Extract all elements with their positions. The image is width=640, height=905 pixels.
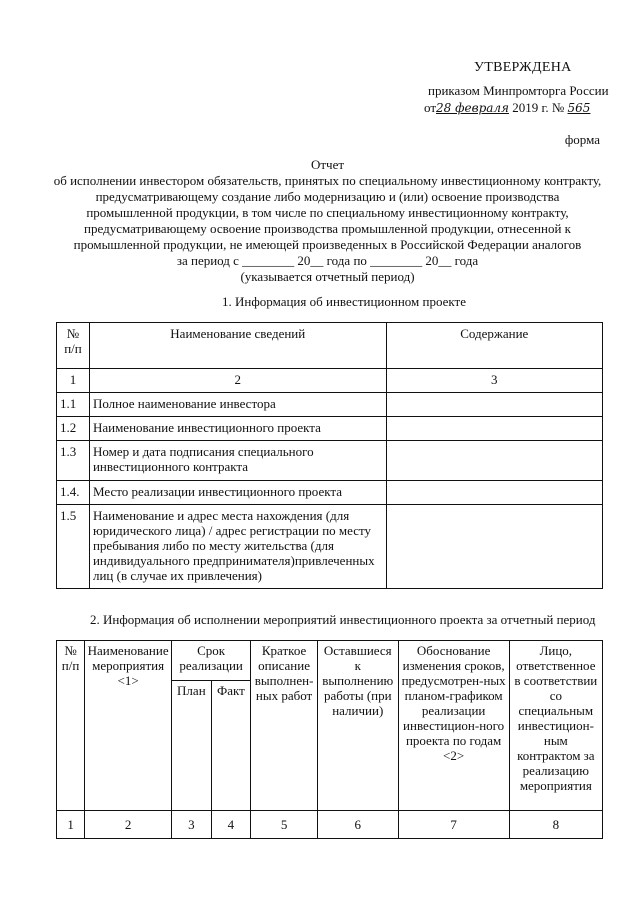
column-number: 7 <box>398 811 509 839</box>
column-number: 5 <box>251 811 318 839</box>
order-number-handwritten: 565 <box>567 101 591 115</box>
row-name: Наименование и адрес места нахождения (для юридического лица) / адрес регистрации по месту пребывания либо по месту жительства (для индивидуального предпринимателя)привлеченных лиц (в случае их привлечения) <box>89 505 386 589</box>
row-name: Номер и дата подписания специального инвестиционного контракта <box>89 441 386 481</box>
header-cell: Наименование сведений <box>89 323 386 369</box>
row-value <box>386 481 602 505</box>
column-number: 1 <box>57 369 90 393</box>
header-cell: Факт <box>211 681 251 811</box>
table-row <box>57 393 603 417</box>
row-value <box>386 417 602 441</box>
column-number: 4 <box>211 811 251 839</box>
table-row <box>57 481 603 505</box>
row-value <box>386 441 602 481</box>
row-name: Место реализации инвестиционного проекта <box>89 481 386 505</box>
column-number: 6 <box>317 811 398 839</box>
header-cell: Краткое описание выполнен-ных работ <box>251 641 318 811</box>
report-title <box>50 157 605 285</box>
header-cell: План <box>172 681 212 811</box>
title-line: (указывается отчетный период) <box>240 269 415 284</box>
title-line: предусматривающему создание либо модернизацию и (или) освоение производства <box>95 189 560 204</box>
table-row <box>57 505 603 589</box>
header-cell: Срок реализации <box>172 641 251 681</box>
header-cell: № п/п <box>57 323 90 369</box>
table-row <box>57 417 603 441</box>
title-line: за период с ________ 20__ года по ________ 20__ года <box>176 253 479 268</box>
order-date-handwritten: 28 февраля <box>436 101 509 115</box>
title-line: промышленной продукции, в том числе по специальному инвестиционному контракту, <box>86 205 569 220</box>
events-table <box>56 640 603 839</box>
section1-heading: 1. Информация об инвестиционном проекте <box>222 294 467 309</box>
order-from: от <box>424 100 437 115</box>
title-line: промышленной продукции, не имеющей произведенных в Российской Федерации аналогов <box>73 237 582 252</box>
header-cell: Лицо, ответственное в соответствии со специальным инвестицион-ным контрактом за реализацию мероприятия <box>509 641 602 811</box>
header-cell: Обоснование изменения сроков, предусмотрен-ных планом-графиком реализации инвестицион-ного проекта по годам <2> <box>398 641 509 811</box>
column-number: 2 <box>85 811 172 839</box>
row-name: Наименование инвестиционного проекта <box>89 417 386 441</box>
title-line: предусматривающему освоение производства промышленной продукции, отнесенной к <box>84 221 571 236</box>
title-line: Отчет <box>310 157 345 172</box>
investment-project-table <box>56 322 603 589</box>
row-value <box>386 393 602 417</box>
section2-heading: 2. Информация об исполнении мероприятий инвестиционного проекта за отчетный период <box>90 612 596 627</box>
column-number: 3 <box>172 811 212 839</box>
row-value <box>386 505 602 589</box>
row-number: 1.3 <box>57 441 90 481</box>
form-label: форма <box>564 132 600 147</box>
order-line <box>424 100 590 116</box>
row-number: 1.1 <box>57 393 90 417</box>
row-number: 1.5 <box>57 505 90 589</box>
title-line: об исполнении инвестором обязательств, принятых по специальному инвестиционному контракту, <box>53 173 602 188</box>
header-cell: Оставшиеся к выполнению работы (при наличии) <box>317 641 398 811</box>
column-number: 8 <box>509 811 602 839</box>
row-name: Полное наименование инвестора <box>89 393 386 417</box>
row-number: 1.2 <box>57 417 90 441</box>
row-number: 1.4. <box>57 481 90 505</box>
header-cell: Содержание <box>386 323 602 369</box>
column-number: 2 <box>89 369 386 393</box>
order-title: приказом Минпромторга России <box>428 83 609 98</box>
header-cell: № п/п <box>57 641 85 811</box>
order-year: 2019 г. № <box>512 100 565 115</box>
header-cell: Наименование мероприятия <1> <box>85 641 172 811</box>
column-number: 3 <box>386 369 602 393</box>
column-number: 1 <box>57 811 85 839</box>
approved-label: УТВЕРЖДЕНА <box>474 60 572 75</box>
table-row <box>57 441 603 481</box>
